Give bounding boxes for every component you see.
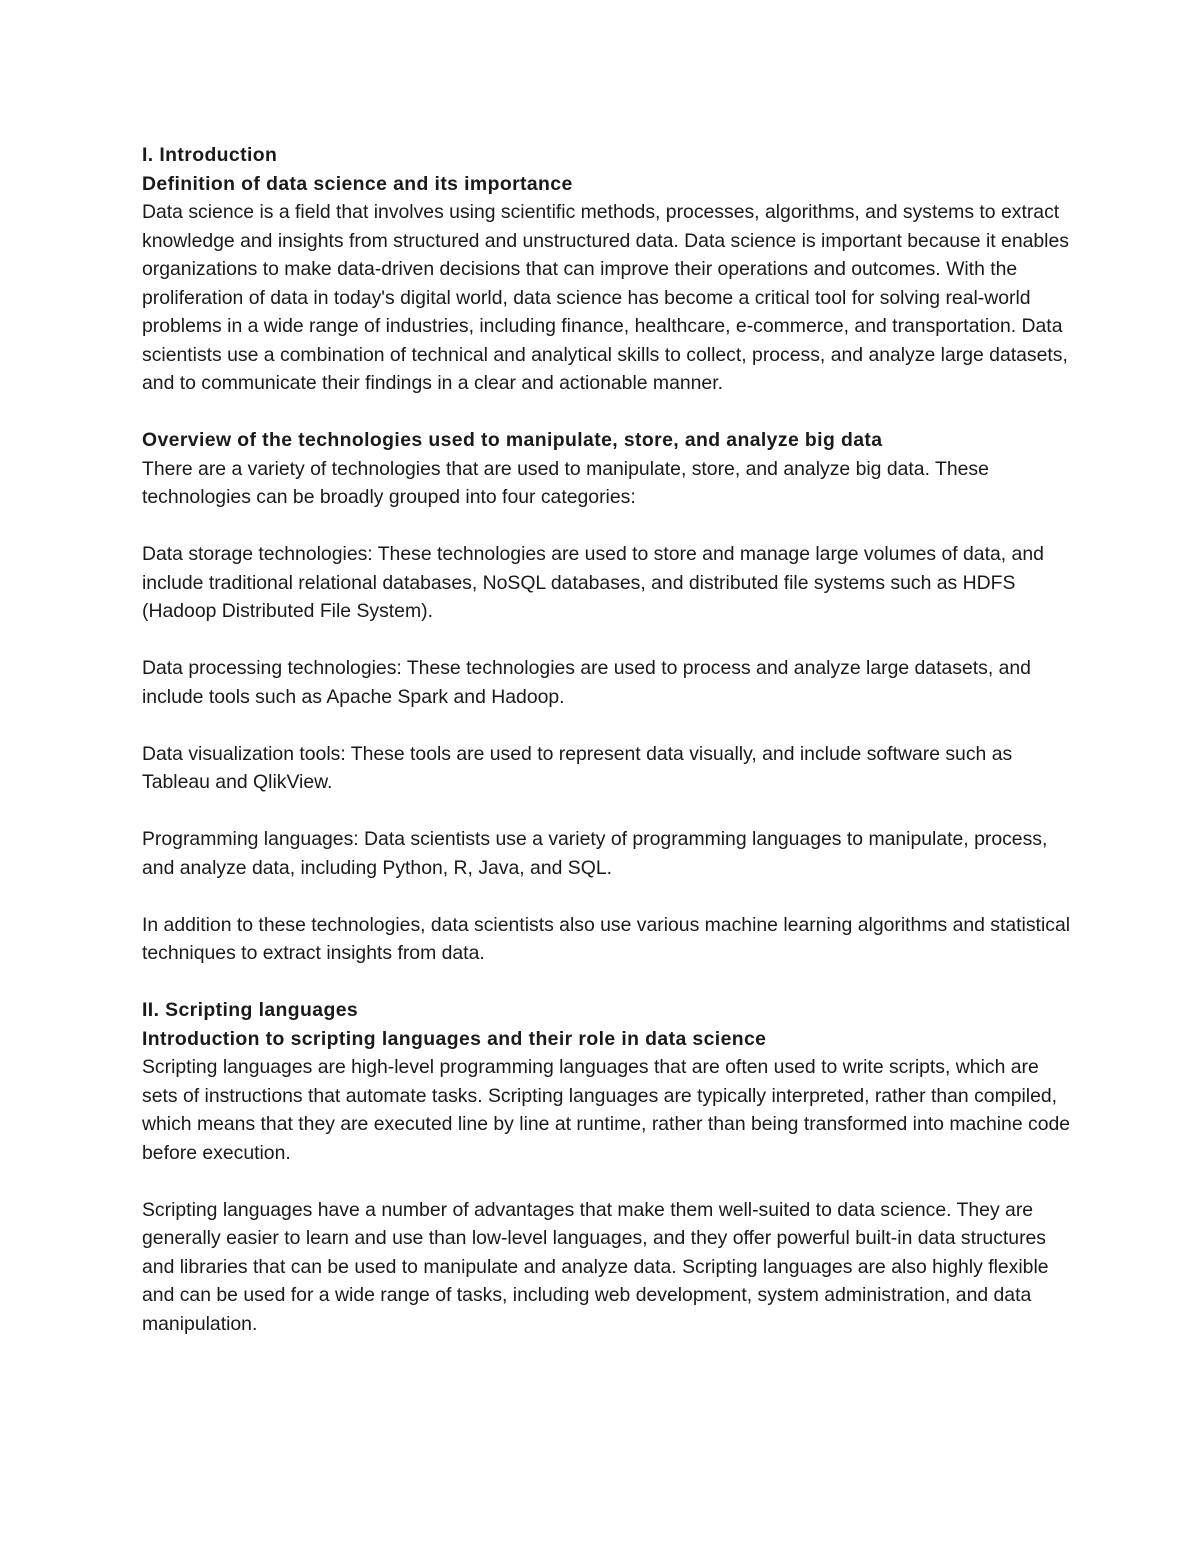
section-1-paragraph-definition: Data science is a field that involves using scientific methods, processes, algorithms, and systems to extract knowledge and insights from structured and unstructured data. Data science is important because it enables organizations to make data-driven decisions that can improve their operations and outcomes. With the proliferation of data in today's digital world, data science has become a critical tool for solving real-world problems in a wide range of industries, including finance, healthcare, e-commerce, and transportation. Data scientists use a combination of technical and analytical skills to collect, process, and analyze large datasets, and to communicate their findings in a clear and actionable manner. <box>142 201 1069 394</box>
section-1-paragraph-processing: Data processing technologies: These technologies are used to process and analyze large datasets, and include tools such as Apache Spark and Hadoop. <box>142 657 1031 708</box>
section-1-subheading-technologies: Overview of the technologies used to manipulate, store, and analyze big data <box>142 429 883 451</box>
paragraph-spacer <box>142 398 1072 427</box>
paragraph-spacer <box>142 711 1072 740</box>
section-1-paragraph-visualization: Data visualization tools: These tools are used to represent data visually, and include software such as Tableau and QlikView. <box>142 742 1013 793</box>
section-1-paragraph-ml: In addition to these technologies, data scientists also use various machine learning algorithms and statistical techniques to extract insights from data. <box>142 913 1071 964</box>
section-1-title: I. Introduction <box>142 144 278 166</box>
section-2-paragraph-advantages: Scripting languages have a number of advantages that make them well-suited to data science. They are generally easier to learn and use than low-level languages, and they offer powerful built-in data structures and libraries that can be used to manipulate and analyze data. Scripting languages are also highly flexible and can be used for a wide range of tasks, including web development, system administration, and data manipulation. <box>142 1198 1049 1335</box>
paragraph-spacer <box>142 626 1072 655</box>
paragraph-spacer <box>142 968 1072 997</box>
paragraph-spacer <box>142 797 1072 826</box>
section-2-paragraph-intro: Scripting languages are high-level programming languages that are often used to write scripts, which are sets of instructions that automate tasks. Scripting languages are typically interpreted, rather than compiled, which means that they are executed line by line at runtime, rather than being transformed into machine code before execution. <box>142 1056 1071 1164</box>
paragraph-spacer <box>142 512 1072 541</box>
paragraph-spacer <box>142 1167 1072 1196</box>
section-2-title: II. Scripting languages <box>142 999 359 1021</box>
document-body <box>142 141 1072 1338</box>
section-1-paragraph-programming: Programming languages: Data scientists use a variety of programming languages to manipulate, process, and analyze data, including Python, R, Java, and SQL. <box>142 828 1048 879</box>
section-1-subheading-definition: Definition of data science and its importance <box>142 172 573 195</box>
section-2-subheading-intro: Introduction to scripting languages and their role in data science <box>142 1027 767 1050</box>
section-1-paragraph-technologies-intro: There are a variety of technologies that are used to manipulate, store, and analyze big data. These technologies can be broadly grouped into four categories: <box>142 457 989 508</box>
section-1-paragraph-storage: Data storage technologies: These technologies are used to store and manage large volumes of data, and include traditional relational databases, NoSQL databases, and distributed file systems such as HDFS (Hadoop Distributed File System). <box>142 543 1044 622</box>
paragraph-spacer <box>142 882 1072 911</box>
